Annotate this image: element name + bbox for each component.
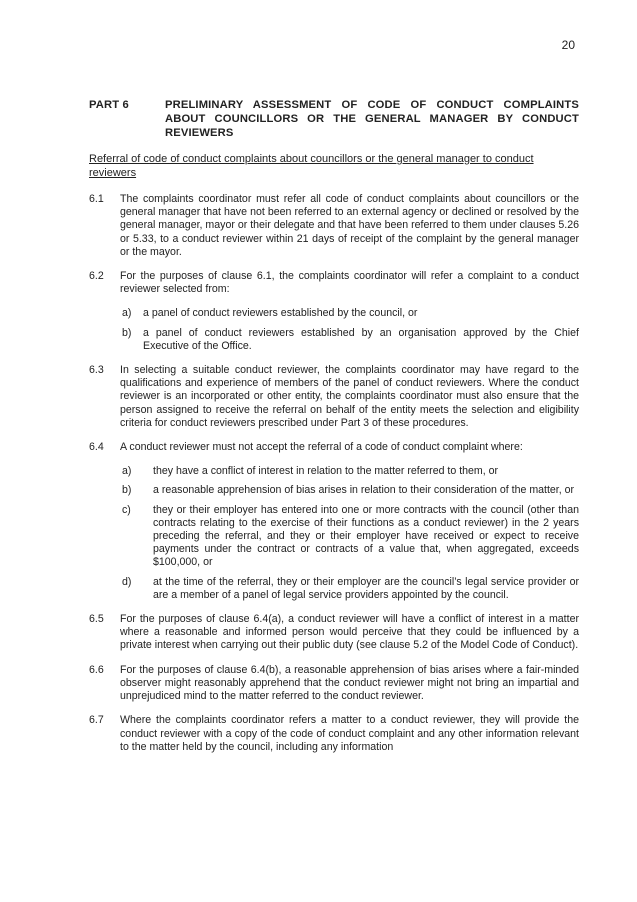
- part-label: PART 6: [89, 99, 129, 111]
- clause-text: In selecting a suitable conduct reviewer, the complaints coordinator may have regard to the qualifications and experience of members of the panel of conduct reviewers. Where the conduct reviewer is an incorporated or other entity, the complaints coordinator must also ensure that the person assigned to receive the referral on behalf of the entity meets the selection and eligibility criteria for conduct reviewers prescribed under Part 3 of these procedures.: [120, 364, 579, 429]
- clause-content: [120, 664, 579, 704]
- list-item-text: they have a conflict of interest in relation to the matter referred to them, or: [153, 465, 499, 478]
- clause-text: For the purposes of clause 6.1, the complaints coordinator will refer a complaint to a conduct reviewer selected from:: [120, 270, 579, 296]
- clause-number: 6.2: [89, 270, 104, 283]
- clause-6-4: [89, 441, 579, 602]
- part-title: PRELIMINARY ASSESSMENT OF CODE OF CONDUCT COMPLAINTS ABOUT COUNCILLORS OR THE GENERAL MANAGER BY CONDUCT REVIEWERS: [165, 99, 579, 139]
- list-item-label: d): [122, 575, 132, 588]
- list-item: [120, 576, 579, 602]
- clause-number: 6.6: [89, 663, 104, 676]
- clause-6-2: [89, 270, 579, 353]
- list-item-text: a panel of conduct reviewers established by the council, or: [143, 307, 418, 320]
- list-item: [120, 307, 579, 320]
- list-item-label: b): [122, 326, 132, 339]
- clauses-body: [89, 193, 579, 765]
- part-heading: [89, 98, 579, 140]
- clause-content: [120, 441, 579, 602]
- clause-number: 6.7: [89, 714, 104, 727]
- sub-list: [120, 465, 579, 602]
- list-item-label: a): [122, 307, 132, 320]
- list-item-label: a): [122, 465, 132, 478]
- clause-6-6: [89, 664, 579, 704]
- list-item-text: a panel of conduct reviewers established by an organisation approved by the Chief Executive of the Office.: [143, 326, 579, 352]
- section-subheading: Referral of code of conduct complaints about councillors or the general manager to conduct reviewers: [89, 153, 534, 179]
- clause-6-1: [89, 193, 579, 259]
- clause-content: [120, 270, 579, 353]
- list-item-label: b): [122, 484, 132, 497]
- clause-6-5: [89, 613, 579, 653]
- clause-number: 6.1: [89, 193, 104, 205]
- clause-content: [120, 714, 579, 754]
- page-number: 20: [561, 38, 575, 52]
- clause-6-7: [89, 714, 579, 754]
- list-item: [120, 465, 579, 478]
- clause-text: Where the complaints coordinator refers a matter to a conduct reviewer, they will provide the conduct reviewer with a copy of the code of conduct complaint and any other information relevant to the matter held by the council, including any information: [120, 714, 579, 753]
- clause-text: The complaints coordinator must refer all code of conduct complaints about councillors or the general manager that have not been referred to an external agency or declined or resolved by the general manager, mayor or their delegate and that have been referred to them under clauses 5.26 or 5.33, to a conduct reviewer within 21 days of receipt of the complaint by the general manager or the mayor.: [120, 193, 579, 258]
- list-item-text: a reasonable apprehension of bias arises in relation to their consideration of the matter, or: [153, 484, 575, 497]
- clause-number: 6.4: [89, 441, 104, 454]
- clause-number: 6.5: [89, 613, 104, 626]
- list-item-text: they or their employer has entered into one or more contracts with the council (other than contracts relating to the exercise of their functions as a conduct reviewer) in the 2 years preceding the referral, and they or their employer have received or expect to receive payments under the contract or contracts of a value that, when aggregated, exceeds $100,000, or: [153, 503, 579, 569]
- clause-text: A conduct reviewer must not accept the referral of a code of conduct complaint where:: [120, 441, 523, 454]
- clause-number: 6.3: [89, 364, 104, 377]
- list-item-text: at the time of the referral, they or their employer are the council’s legal service provider or are a member of a panel of legal service providers appointed by the council.: [153, 575, 579, 601]
- clause-content: [120, 364, 579, 430]
- clause-text: For the purposes of clause 6.4(a), a conduct reviewer will have a conflict of interest in a matter where a reasonable and informed person would perceive that they could be influenced by a private interest when carrying out their public duty (see clause 5.2 of the Model Code of Conduct).: [120, 613, 579, 652]
- list-item: [120, 504, 579, 570]
- clause-content: [120, 193, 579, 259]
- clause-content: [120, 613, 579, 653]
- clause-6-3: [89, 364, 579, 430]
- list-item: [120, 484, 579, 497]
- clause-text: For the purposes of clause 6.4(b), a reasonable apprehension of bias arises where a fair-minded observer might reasonably apprehend that the conduct reviewer might not bring an impartial and unprejudiced mind to the matter referred to the conduct reviewer.: [120, 663, 579, 703]
- sub-list: [120, 307, 579, 353]
- list-item-label: c): [122, 503, 131, 516]
- list-item: [120, 327, 579, 353]
